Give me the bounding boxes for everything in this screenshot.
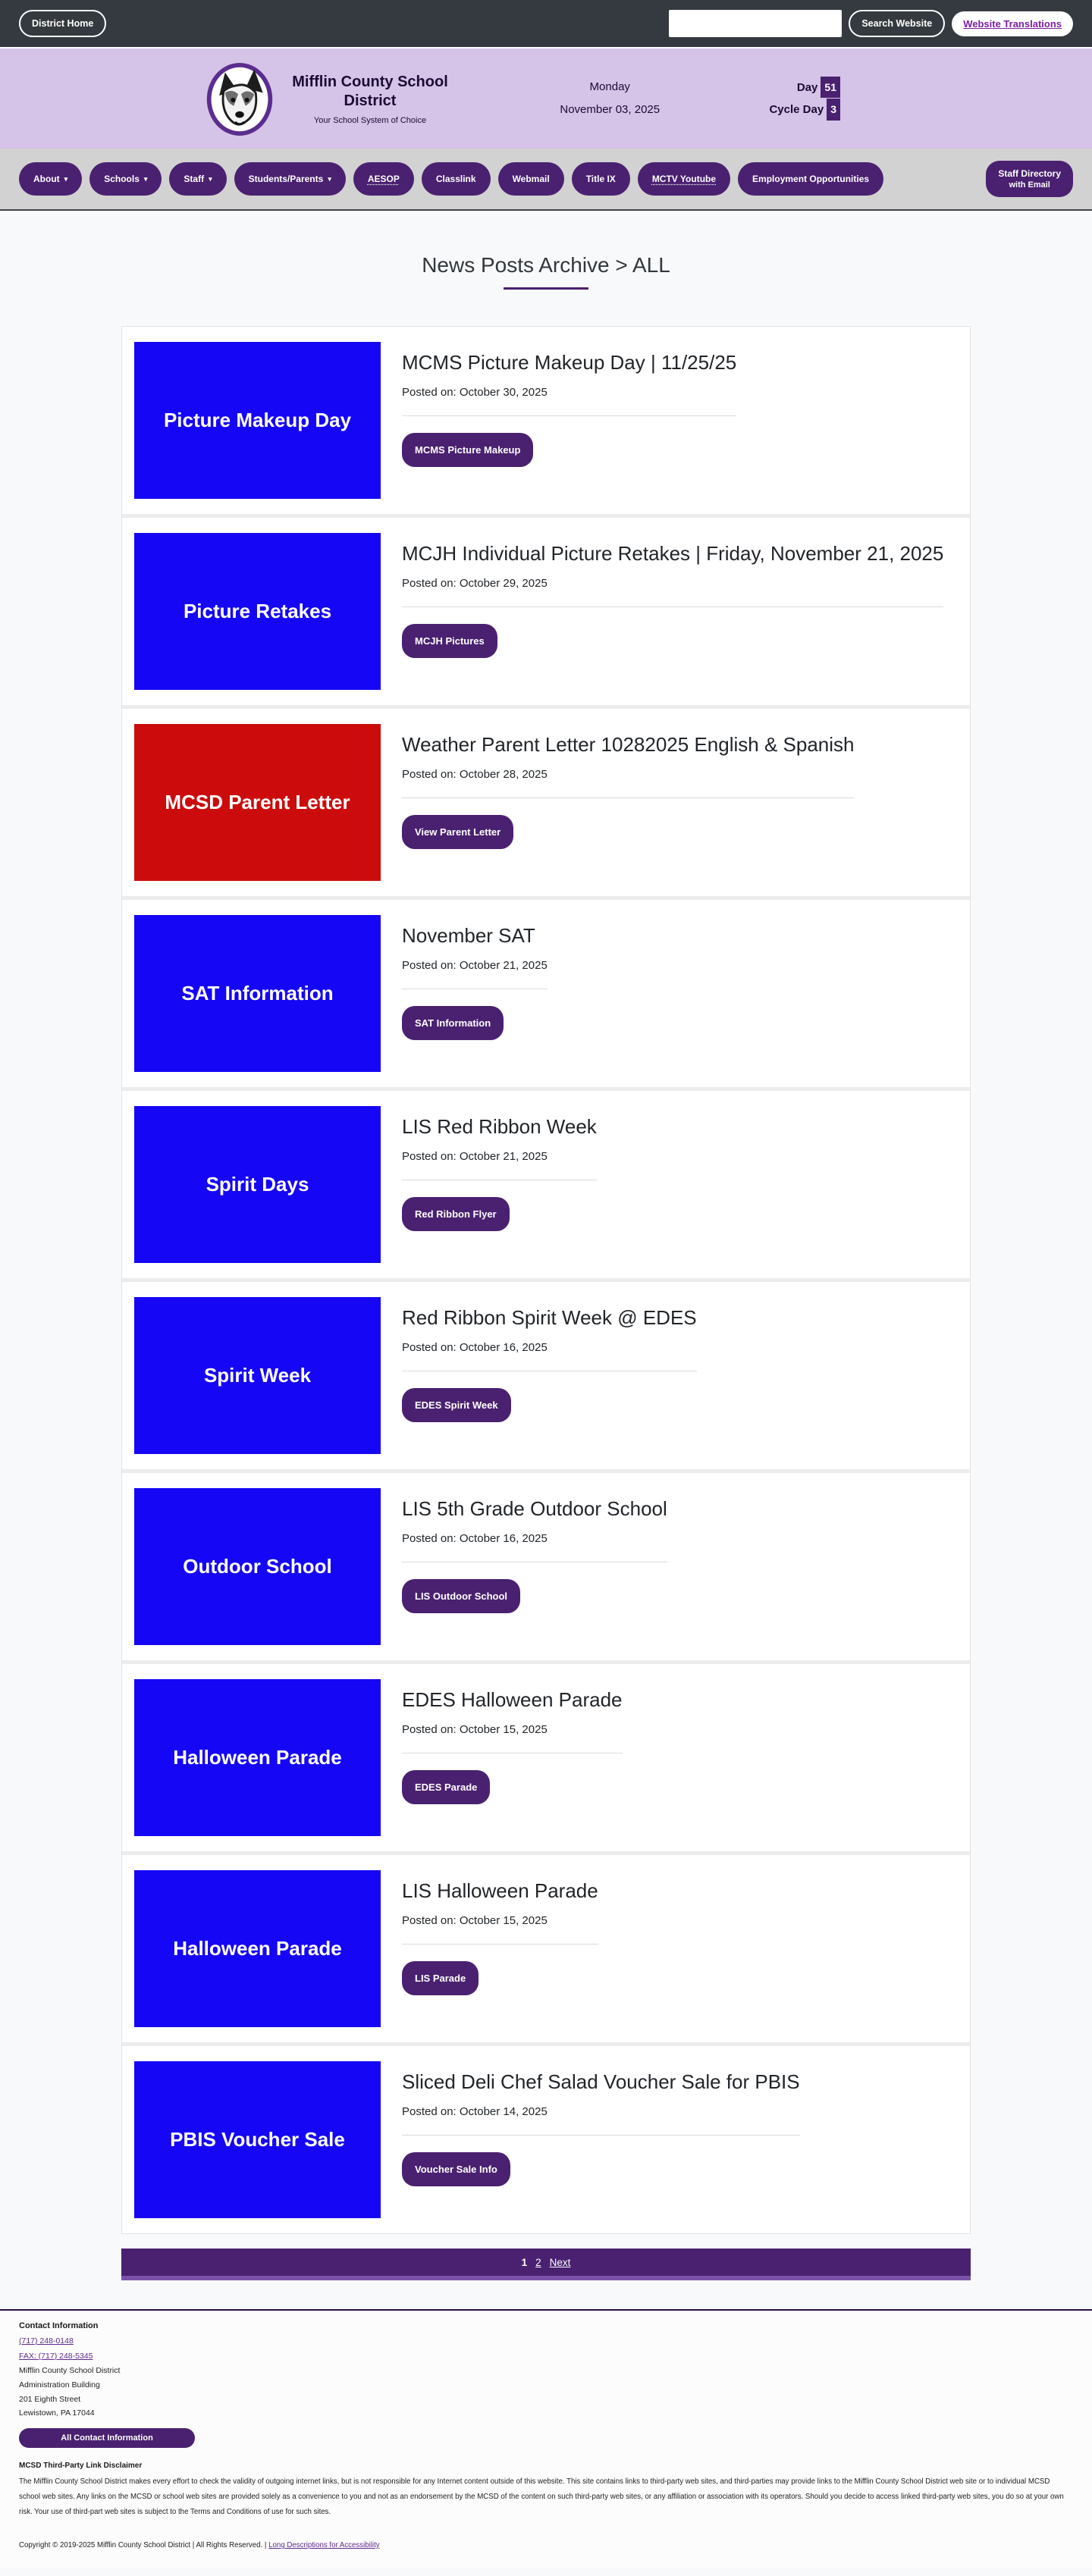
search-input[interactable]: [669, 10, 842, 37]
post-title: Red Ribbon Spirit Week @ EDES: [402, 1306, 697, 1329]
pagination-current-page: 1: [521, 2256, 528, 2268]
nav-classlink-label: Classlink: [435, 174, 476, 184]
nav-webmail-label: Webmail: [512, 174, 550, 184]
post-thumbnail[interactable]: Picture Retakes: [134, 533, 381, 690]
nav-students-parents[interactable]: [234, 162, 346, 196]
search-website-button[interactable]: Search Website: [849, 10, 945, 37]
cycle-day-badge: 3: [827, 99, 840, 121]
news-post-card: [122, 518, 970, 705]
news-post-card: [122, 1855, 970, 2042]
post-title: Weather Parent Letter 10282025 English & Spanish: [402, 733, 855, 756]
post-link-button[interactable]: MCJH Pictures: [402, 624, 497, 658]
topbar-right-group: [669, 10, 1073, 37]
nav-schools[interactable]: [89, 162, 162, 196]
footer-building: Administration Building: [19, 2380, 100, 2390]
disclaimer-body: The Mifflin County School District makes every effort to check the validity of outgoing internet links, but is not responsible for any Internet content outside of this website. This site contains links to third-party web sites, and third-parties may provide links to the Mifflin County School District web site or to individual MCSD school web sites. Any links on the MCSD or school web sites are provided solely as a convenience to you and not as an endorsement by the MCSD of the content on such third-party web sites, or any affiliation or association with its operators. Should you decide to access linked third-party web sites, you do so at your own risk. Your use of third-part web sites is subject to the Terms and Conditions of use for such sites.: [19, 2477, 1064, 2517]
footer-city: Lewistown, PA 17044: [19, 2408, 95, 2418]
post-title: November SAT: [402, 924, 535, 947]
main-navigation: [0, 149, 1092, 211]
post-date: Posted on: October 30, 2025: [402, 386, 548, 400]
husky-logo-icon[interactable]: [203, 61, 276, 136]
page-title: News Posts Archive > ALL: [422, 253, 670, 277]
post-thumbnail[interactable]: PBIS Voucher Sale: [134, 2061, 381, 2218]
copyright-text: Copyright © 2019-2025 Mifflin County School District | All Rights Reserved. |: [19, 2541, 267, 2550]
nav-aesop[interactable]: [353, 162, 414, 196]
accessibility-descriptions-link[interactable]: Long Descriptions for Accessibility: [268, 2541, 380, 2550]
website-translations-button[interactable]: Website Translations: [952, 11, 1073, 36]
news-post-card: [122, 1091, 970, 1278]
post-link-button[interactable]: Red Ribbon Flyer: [402, 1197, 510, 1231]
news-post-card: [122, 1664, 970, 1851]
post-date: Posted on: October 21, 2025: [402, 1150, 548, 1164]
post-title: Sliced Deli Chef Salad Voucher Sale for PBIS: [402, 2070, 800, 2093]
news-post-card: [122, 327, 970, 514]
divider: [402, 1944, 598, 1945]
nav-staff[interactable]: [169, 162, 226, 196]
news-post-card: [122, 709, 970, 896]
page-header: [0, 253, 1092, 290]
nav-schools-label: Schools: [104, 174, 140, 184]
divider: [402, 2135, 800, 2136]
nav-employment-label: Employment Opportunities: [752, 174, 870, 184]
district-home-button[interactable]: District Home: [19, 10, 106, 37]
post-thumbnail[interactable]: SAT Information: [134, 915, 381, 1072]
nav-classlink[interactable]: [422, 162, 491, 196]
nav-mctv-youtube[interactable]: [638, 162, 730, 196]
phone-link[interactable]: (717) 248-0148: [19, 2336, 74, 2346]
post-title: LIS 5th Grade Outdoor School: [402, 1497, 667, 1520]
post-thumbnail[interactable]: Picture Makeup Day: [134, 342, 381, 499]
staff-directory-label: Staff Directory: [998, 168, 1061, 179]
post-title: MCMS Picture Makeup Day | 11/25/25: [402, 351, 737, 374]
post-link-button[interactable]: LIS Parade: [402, 1961, 479, 1995]
title-underline: [504, 287, 588, 290]
nav-about[interactable]: [19, 162, 82, 196]
post-thumbnail[interactable]: Halloween Parade: [134, 1679, 381, 1836]
all-contact-information-button[interactable]: All Contact Information: [19, 2428, 195, 2448]
nav-students-parents-label: Students/Parents: [248, 174, 324, 184]
nav-employment-opportunities[interactable]: [738, 162, 883, 196]
post-thumbnail[interactable]: Outdoor School: [134, 1488, 381, 1645]
staff-directory-sublabel: with Email: [1009, 180, 1050, 190]
day-label: Day: [796, 80, 818, 94]
date-label: November 03, 2025: [560, 103, 661, 116]
news-post-card: [122, 900, 970, 1087]
pagination-page-2-link[interactable]: 2: [535, 2256, 541, 2268]
post-title: LIS Red Ribbon Week: [402, 1115, 597, 1138]
chevron-down-icon: ▾: [209, 174, 212, 183]
post-date: Posted on: October 28, 2025: [402, 768, 548, 782]
news-post-card: [122, 2046, 970, 2233]
date-display: [560, 76, 660, 121]
post-link-button[interactable]: SAT Information: [402, 1006, 504, 1040]
news-post-card: [122, 1473, 970, 1660]
district-brand: [203, 61, 450, 136]
nav-title-ix-label: Title IX: [585, 174, 616, 184]
fax-link[interactable]: FAX: (717) 248-5345: [19, 2351, 93, 2361]
nav-aesop-label: AESOP: [367, 174, 400, 184]
post-link-button[interactable]: Voucher Sale Info: [402, 2152, 510, 2186]
day-number-badge: 51: [821, 77, 840, 99]
divider: [402, 606, 943, 607]
post-thumbnail[interactable]: Spirit Week: [134, 1297, 381, 1454]
weekday-label: Monday: [589, 80, 630, 93]
post-date: Posted on: October 15, 2025: [402, 1914, 548, 1928]
chevron-down-icon: ▾: [64, 174, 68, 183]
pagination-bar: [121, 2249, 971, 2280]
top-utility-bar: [0, 0, 1092, 49]
chevron-down-icon: ▾: [328, 174, 331, 183]
nav-title-ix[interactable]: [572, 162, 630, 196]
post-date: Posted on: October 16, 2025: [402, 1341, 548, 1355]
cycle-day-label: Cycle Day: [769, 103, 824, 116]
district-header: [0, 49, 1092, 149]
contact-heading: Contact Information: [19, 2321, 99, 2330]
chevron-down-icon: ▾: [143, 174, 148, 183]
post-link-button[interactable]: View Parent Letter: [402, 815, 513, 849]
post-link-button[interactable]: LIS Outdoor School: [402, 1579, 520, 1613]
post-date: Posted on: October 21, 2025: [402, 959, 548, 973]
nav-staff-directory[interactable]: [986, 161, 1073, 197]
post-date: Posted on: October 14, 2025: [402, 2105, 548, 2119]
post-link-button[interactable]: EDES Parade: [402, 1770, 490, 1804]
news-posts-list: [121, 326, 971, 2234]
post-date: Posted on: October 16, 2025: [402, 1532, 548, 1546]
district-tagline: Your School System of Choice: [313, 115, 427, 125]
pagination-next-link[interactable]: Next: [549, 2256, 571, 2268]
post-thumbnail[interactable]: Halloween Parade: [134, 1870, 381, 2027]
footer-org-name: Mifflin County School District: [19, 2365, 121, 2375]
post-link-button[interactable]: MCMS Picture Makeup: [402, 433, 533, 467]
nav-about-label: About: [33, 174, 60, 184]
divider: [402, 415, 736, 416]
news-post-card: [122, 1282, 970, 1469]
district-name: Mifflin County School District: [292, 73, 448, 109]
nav-staff-label: Staff: [184, 174, 205, 184]
post-thumbnail[interactable]: MCSD Parent Letter: [134, 724, 381, 881]
school-day-display: [769, 77, 840, 121]
post-title: LIS Halloween Parade: [402, 1879, 598, 1902]
post-date: Posted on: October 29, 2025: [402, 577, 548, 591]
post-thumbnail[interactable]: Spirit Days: [134, 1106, 381, 1263]
site-footer: [0, 2309, 1092, 2568]
post-title: EDES Halloween Parade: [402, 1688, 623, 1711]
post-title: MCJH Individual Picture Retakes | Friday, November 21, 2025: [402, 542, 944, 565]
disclaimer-title: MCSD Third-Party Link Disclaimer: [19, 2462, 143, 2471]
post-date: Posted on: October 15, 2025: [402, 1723, 548, 1737]
footer-street: 201 Eighth Street: [19, 2394, 81, 2404]
nav-mctv-youtube-label: MCTV Youtube: [651, 174, 717, 184]
nav-webmail[interactable]: [498, 162, 564, 196]
post-link-button[interactable]: EDES Spirit Week: [402, 1388, 511, 1422]
copyright-line: [19, 2541, 1073, 2549]
